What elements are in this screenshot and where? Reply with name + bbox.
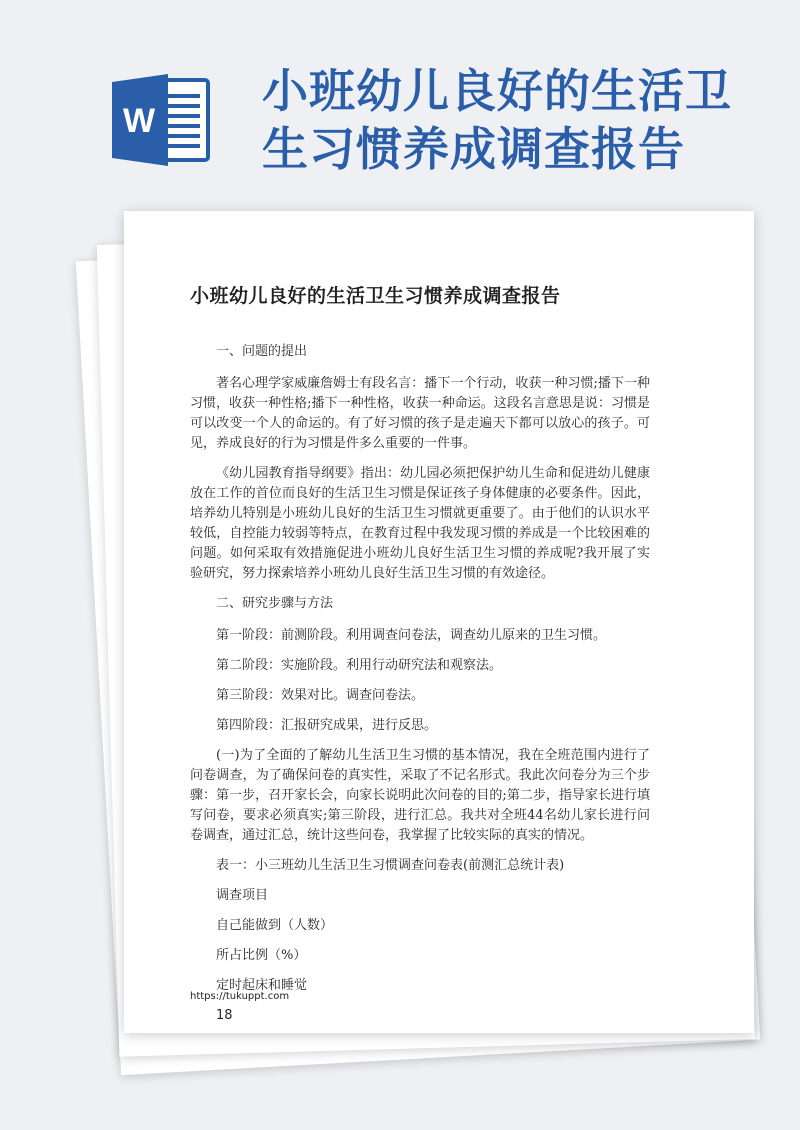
stage-item: 第一阶段：前测阶段。利用调查问卷法，调查幼儿原来的卫生习惯。 <box>216 628 607 643</box>
paragraph: 著名心理学家威廉詹姆士有段名言：播下一个行动，收获一种习惯;播下一种习惯，收获一种性格;播下一种性格，收获一种命运。这段名言意思是说：习惯是可以改变一个人的命运的。有了好习惯的孩子是走遍天下都可以放心的孩子。可见，养成良好的行为习惯是件多么重要的一件事。 <box>190 376 650 451</box>
paragraph: 《幼儿园教育指导纲要》指出：幼儿园必须把保护幼儿生命和促进幼儿健康放在工作的首位而良好的生活卫生习惯是保证孩子身体健康的必要条件。因此，培养幼儿特别是小班幼儿良好的生活卫生习惯就更重要了。由于他们的认识水平较低，自控能力较弱等特点，在教育过程中我发现习惯的养成是一个比较困难的问题。如何采取有效措施促进小班幼儿良好生活卫生习惯的养成呢?我开展了实验研究，努力探索培养小班幼儿良好生活卫生习惯的有效途径。 <box>190 466 650 581</box>
page-number: 18 <box>216 1008 233 1023</box>
stage-item: 第三阶段：效果对比。调查问卷法。 <box>216 688 425 703</box>
paragraph: (一)为了全面的了解幼儿生活卫生习惯的基本情况，我在全班范围内进行了问卷调查，为了确保问卷的真实性，采取了不记名形式。我此次问卷分为三个步骤：第一步，召开家长会，向家长说明此次问卷的目的;第二步，指导家长进行填写问卷，要求必须真实;第三阶段，进行汇总。我共对全班44名幼儿家长进行问卷调查，通过汇总，统计这些问卷，我掌握了比较实际的真实的情况。 <box>190 748 650 843</box>
section-heading: 一、问题的提出 <box>216 344 308 359</box>
header-title <box>262 62 742 178</box>
section-heading: 二、研究步骤与方法 <box>216 596 334 611</box>
table-line: 自己能做到（人数） <box>216 918 334 933</box>
word-document-icon <box>110 72 212 168</box>
table-line: 所占比例（%） <box>216 948 307 963</box>
table-line: 调查项目 <box>216 888 269 903</box>
table-caption: 表一：小三班幼儿生活卫生习惯调查问卷表(前测汇总统计表) <box>216 858 565 873</box>
svg-text:W: W <box>122 102 156 140</box>
table-line: 定时起床和睡觉 <box>216 978 308 993</box>
footer-url: https://tukuppt.com <box>190 991 290 1002</box>
document-page <box>124 211 754 1033</box>
header-title-line-2: 生习惯养成调查报告 <box>262 122 685 176</box>
document-body <box>190 281 650 1026</box>
document-title: 小班幼儿良好的生活卫生习惯养成调查报告 <box>190 285 561 307</box>
header-title-line-1: 小班幼儿良好的生活卫 <box>262 64 732 118</box>
stage-item: 第四阶段：汇报研究成果，进行反思。 <box>216 718 438 733</box>
stage-item: 第二阶段：实施阶段。利用行动研究法和观察法。 <box>216 658 503 673</box>
